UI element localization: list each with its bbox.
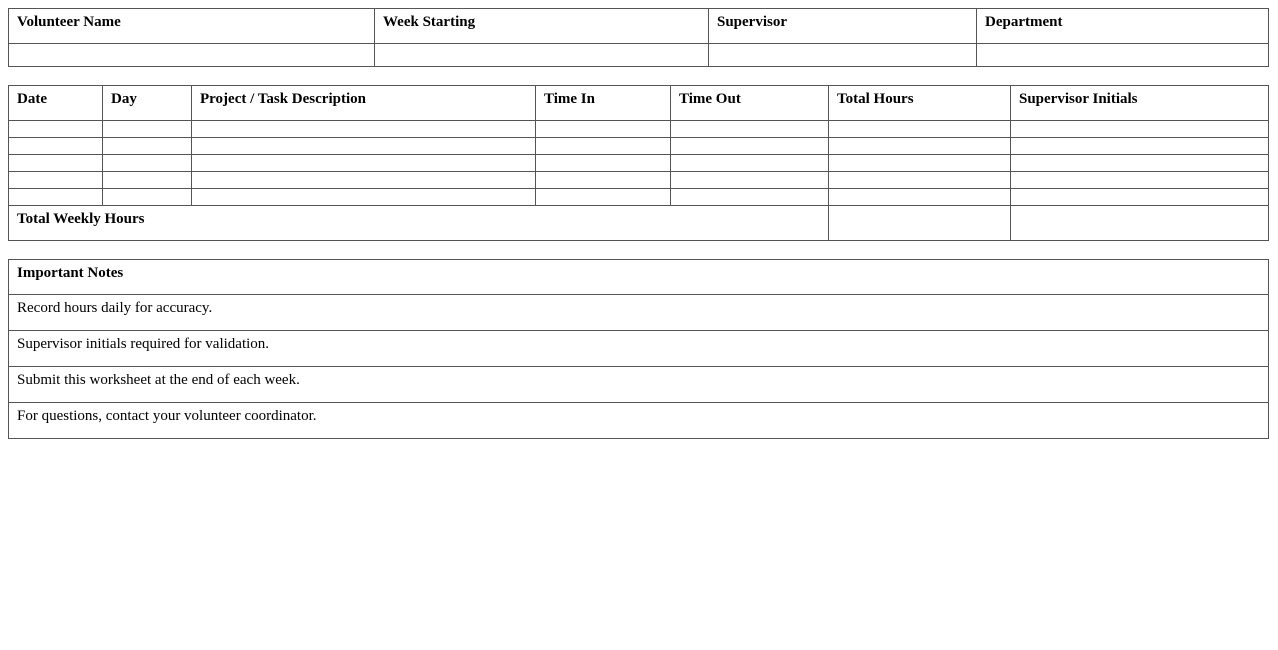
column-header-volunteer-name: Volunteer Name <box>9 9 375 44</box>
table-header-row <box>9 260 1269 295</box>
column-header-day: Day <box>103 86 192 121</box>
cell-supervisor-initials[interactable] <box>1011 155 1269 172</box>
column-header-supervisor: Supervisor <box>709 9 977 44</box>
cell-time-in[interactable] <box>536 155 671 172</box>
total-weekly-hours-value[interactable] <box>829 206 1011 241</box>
cell-description[interactable] <box>192 189 536 206</box>
cell-time-in[interactable] <box>536 121 671 138</box>
table-row <box>9 172 1269 189</box>
table-row <box>9 121 1269 138</box>
cell-date[interactable] <box>9 138 103 155</box>
notes-title: Important Notes <box>9 260 1269 295</box>
field-department[interactable] <box>977 44 1269 67</box>
column-header-department: Department <box>977 9 1269 44</box>
cell-time-out[interactable] <box>671 189 829 206</box>
total-weekly-hours-label: Total Weekly Hours <box>9 206 829 241</box>
note-text: For questions, contact your volunteer coordinator. <box>9 403 1269 439</box>
total-weekly-initials-value[interactable] <box>1011 206 1269 241</box>
cell-time-out[interactable] <box>671 172 829 189</box>
column-header-time-in: Time In <box>536 86 671 121</box>
note-text: Submit this worksheet at the end of each week. <box>9 367 1269 403</box>
cell-total-hours[interactable] <box>829 121 1011 138</box>
cell-day[interactable] <box>103 138 192 155</box>
note-text: Record hours daily for accuracy. <box>9 295 1269 331</box>
cell-time-out[interactable] <box>671 121 829 138</box>
table-row <box>9 44 1269 67</box>
cell-time-out[interactable] <box>671 138 829 155</box>
total-weekly-hours-row <box>9 206 1269 241</box>
cell-day[interactable] <box>103 121 192 138</box>
cell-total-hours[interactable] <box>829 138 1011 155</box>
column-header-total-hours: Total Hours <box>829 86 1011 121</box>
cell-description[interactable] <box>192 172 536 189</box>
table-row <box>9 189 1269 206</box>
cell-day[interactable] <box>103 172 192 189</box>
column-header-week-starting: Week Starting <box>375 9 709 44</box>
table-header-row <box>9 9 1269 44</box>
cell-supervisor-initials[interactable] <box>1011 189 1269 206</box>
list-item <box>9 331 1269 367</box>
cell-time-out[interactable] <box>671 155 829 172</box>
cell-total-hours[interactable] <box>829 189 1011 206</box>
hours-log-table <box>8 85 1269 241</box>
cell-date[interactable] <box>9 121 103 138</box>
cell-day[interactable] <box>103 155 192 172</box>
cell-description[interactable] <box>192 138 536 155</box>
field-volunteer-name[interactable] <box>9 44 375 67</box>
table-row <box>9 138 1269 155</box>
cell-day[interactable] <box>103 189 192 206</box>
cell-description[interactable] <box>192 155 536 172</box>
table-row <box>9 155 1269 172</box>
field-supervisor[interactable] <box>709 44 977 67</box>
column-header-time-out: Time Out <box>671 86 829 121</box>
list-item <box>9 295 1269 331</box>
field-week-starting[interactable] <box>375 44 709 67</box>
cell-date[interactable] <box>9 172 103 189</box>
cell-total-hours[interactable] <box>829 155 1011 172</box>
column-header-supervisor-initials: Supervisor Initials <box>1011 86 1269 121</box>
cell-time-in[interactable] <box>536 138 671 155</box>
cell-time-in[interactable] <box>536 189 671 206</box>
cell-total-hours[interactable] <box>829 172 1011 189</box>
cell-time-in[interactable] <box>536 172 671 189</box>
list-item <box>9 403 1269 439</box>
cell-supervisor-initials[interactable] <box>1011 172 1269 189</box>
cell-supervisor-initials[interactable] <box>1011 138 1269 155</box>
note-text: Supervisor initials required for validation. <box>9 331 1269 367</box>
list-item <box>9 367 1269 403</box>
column-header-date: Date <box>9 86 103 121</box>
table-header-row <box>9 86 1269 121</box>
cell-supervisor-initials[interactable] <box>1011 121 1269 138</box>
column-header-project-task-description: Project / Task Description <box>192 86 536 121</box>
cell-date[interactable] <box>9 155 103 172</box>
cell-date[interactable] <box>9 189 103 206</box>
important-notes-table <box>8 259 1269 439</box>
cell-description[interactable] <box>192 121 536 138</box>
volunteer-info-table <box>8 8 1269 67</box>
